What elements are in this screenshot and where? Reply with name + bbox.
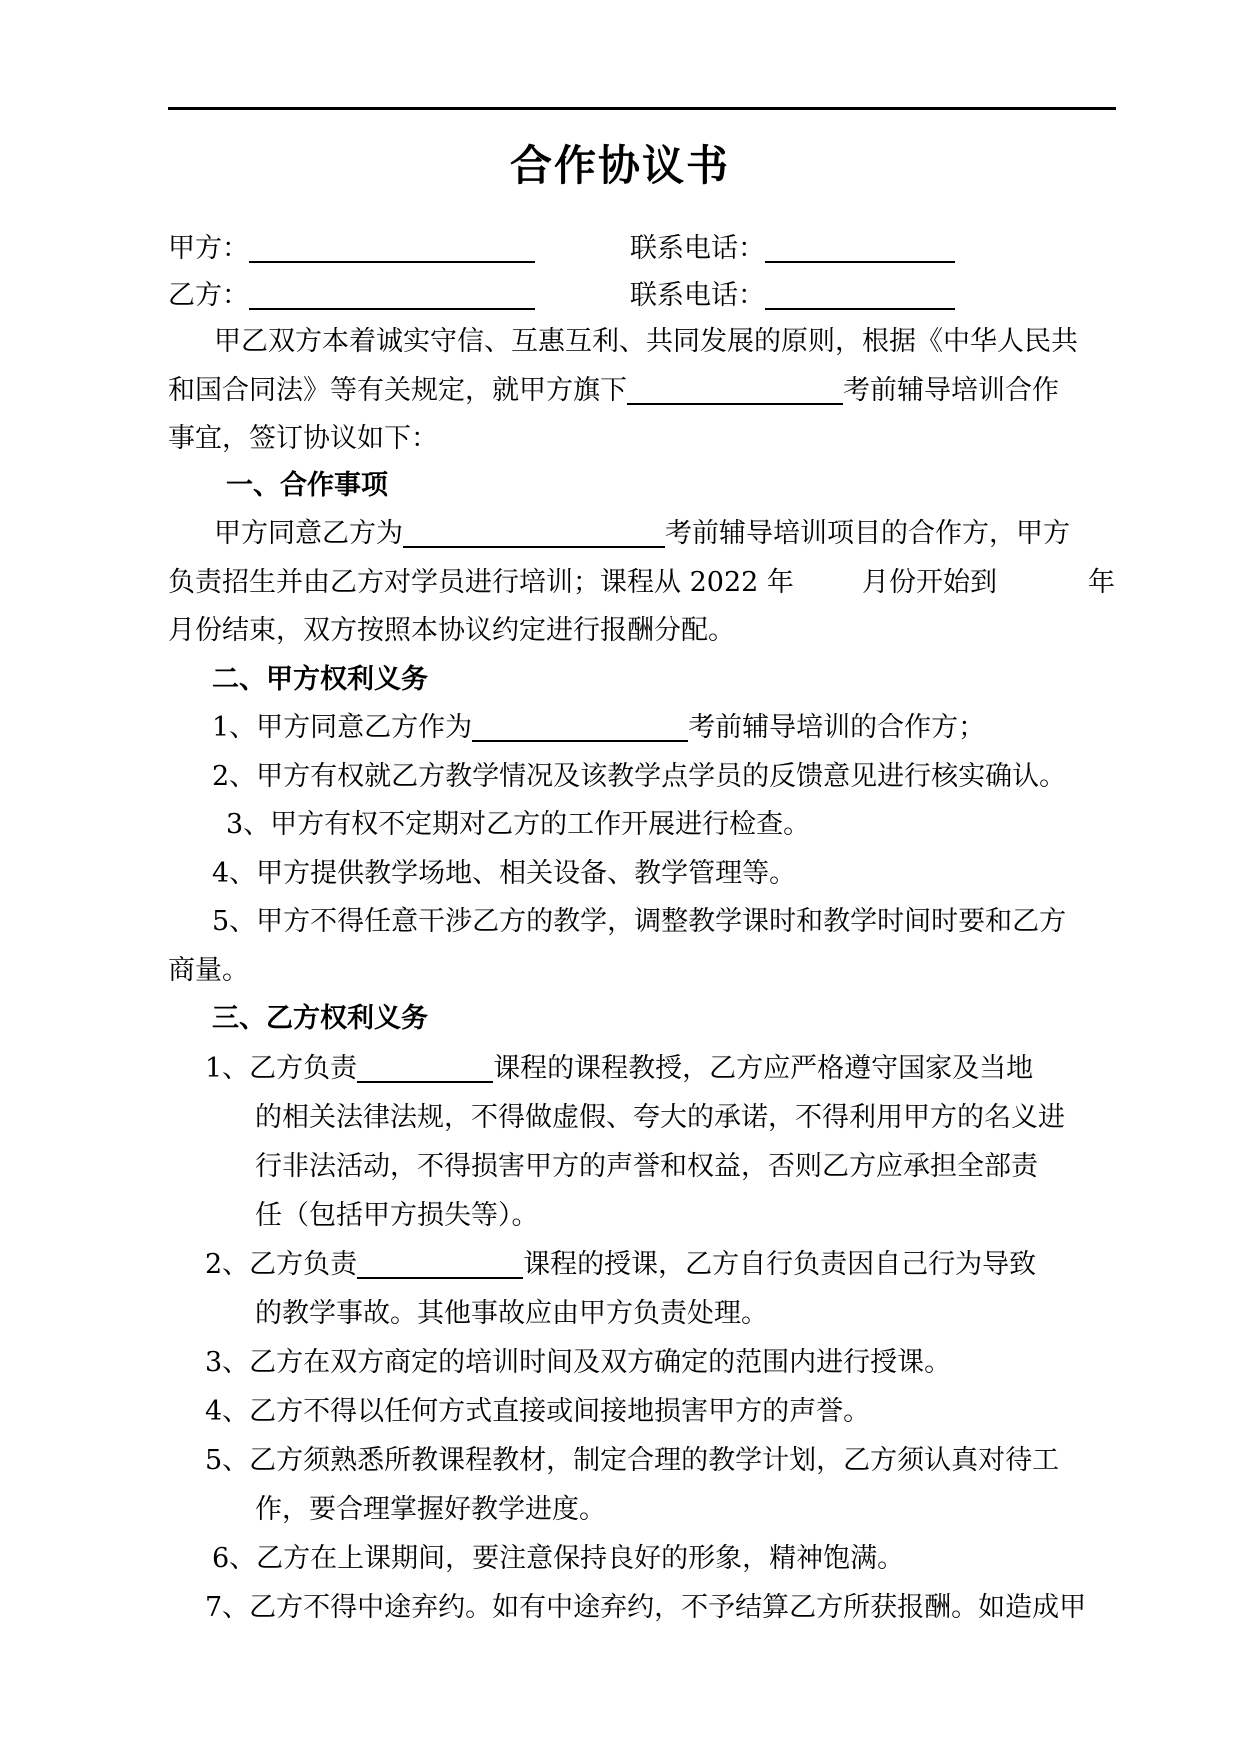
- intro-blank: [627, 373, 843, 405]
- intro-line-1: 甲乙双方本着诚实守信、互惠互利、共同发展的原则，根据《中华人民共: [214, 326, 1078, 357]
- section-1-line-3: 月份结束，双方按照本协议约定进行报酬分配。: [168, 615, 735, 646]
- section-2-item-5: 5、甲方不得任意干涉乙方的教学，调整教学课时和教学时间时要和乙方: [212, 906, 1067, 937]
- party-b-row: [168, 272, 1118, 320]
- section-3-item-1-cont: 的相关法律法规，不得做虚假、夸大的承诺，不得利用甲方的名义进: [255, 1102, 1065, 1133]
- item-text: 2、乙方负责: [205, 1249, 358, 1280]
- party-a-blank: [249, 231, 535, 263]
- item-text: 1、甲方同意乙方作为: [212, 712, 473, 743]
- item-text: 课程的课程教授，乙方应严格遵守国家及当地: [493, 1053, 1034, 1084]
- section-text: 负责招生并由乙方对学员进行培训；课程从 2022 年: [168, 567, 794, 598]
- section-3-item-1: [205, 1045, 1155, 1093]
- party-a-phone-blank: [765, 231, 955, 263]
- party-b-label: 乙方：: [168, 280, 249, 311]
- section-text: 考前辅导培训项目的合作方，甲方: [665, 518, 1070, 549]
- section-3-item-5: 5、乙方须熟悉所教课程教材，制定合理的教学计划，乙方须认真对待工: [205, 1445, 1060, 1476]
- section-3-item-1-cont: 行非法活动，不得损害甲方的声誉和权益，否则乙方应承担全部责: [255, 1151, 1038, 1182]
- section-3-item-3: 3、乙方在双方商定的培训时间及双方确定的范围内进行授课。: [205, 1347, 952, 1378]
- item-text: 1、乙方负责: [205, 1053, 358, 1084]
- section-3-item-1-cont: 任（包括甲方损失等）。: [255, 1200, 539, 1231]
- phone-label: 联系电话：: [630, 233, 765, 264]
- section-2-item-1: [212, 704, 1162, 752]
- document-title: 合作协议书: [509, 141, 730, 190]
- section-1-blank: [403, 516, 665, 548]
- section-3-item-2-cont: 的教学事故。其他事故应由甲方负责处理。: [255, 1298, 768, 1329]
- section-3-blank-2: [357, 1247, 523, 1279]
- section-3-item-4: 4、乙方不得以任何方式直接或间接地损害甲方的声誉。: [205, 1396, 871, 1427]
- section-2-item-4: 4、甲方提供教学场地、相关设备、教学管理等。: [212, 858, 797, 889]
- section-3-item-2: [205, 1241, 1155, 1289]
- section-2-heading: 二、甲方权利义务: [212, 664, 428, 695]
- section-text: 年: [1088, 567, 1115, 598]
- party-b-phone: [630, 272, 955, 320]
- item-text: 课程的授课，乙方自行负责因自己行为导致: [523, 1249, 1037, 1280]
- intro-line-2: [168, 367, 1118, 415]
- section-3-blank-1: [357, 1051, 493, 1083]
- party-a-row: [168, 225, 1118, 273]
- party-a-phone: [630, 225, 955, 273]
- header-rule: [168, 107, 1116, 110]
- section-1-line-1: [214, 510, 1118, 558]
- section-text: 甲方同意乙方为: [214, 518, 403, 549]
- party-a-label: 甲方：: [168, 233, 249, 264]
- section-2-blank: [472, 710, 688, 742]
- section-2-item-2: 2、甲方有权就乙方教学情况及该教学点学员的反馈意见进行核实确认。: [212, 761, 1067, 792]
- section-2-item-3: 3、甲方有权不定期对乙方的工作开展进行检查。: [226, 809, 811, 840]
- section-3-item-7: 7、乙方不得中途弃约。如有中途弃约，不予结算乙方所获报酬。如造成甲: [205, 1592, 1087, 1623]
- intro-text: 和国合同法》等有关规定，就甲方旗下: [168, 375, 627, 406]
- section-2-item-5-cont: 商量。: [168, 955, 249, 986]
- section-text: 月份开始到: [862, 567, 997, 598]
- section-1-line-2: [168, 559, 1118, 607]
- phone-label: 联系电话：: [630, 280, 765, 311]
- party-b-blank: [249, 278, 535, 310]
- section-1-heading: 一、合作事项: [226, 470, 388, 501]
- intro-line-3: 事宜，签订协议如下：: [168, 423, 438, 454]
- section-3-heading: 三、乙方权利义务: [212, 1003, 428, 1034]
- party-b-phone-blank: [765, 278, 955, 310]
- intro-text: 考前辅导培训合作: [843, 375, 1059, 406]
- item-text: 考前辅导培训的合作方；: [688, 712, 986, 743]
- section-3-item-5-cont: 作，要合理掌握好教学进度。: [255, 1494, 606, 1525]
- section-3-item-6: 6、乙方在上课期间，要注意保持良好的形象，精神饱满。: [212, 1543, 905, 1574]
